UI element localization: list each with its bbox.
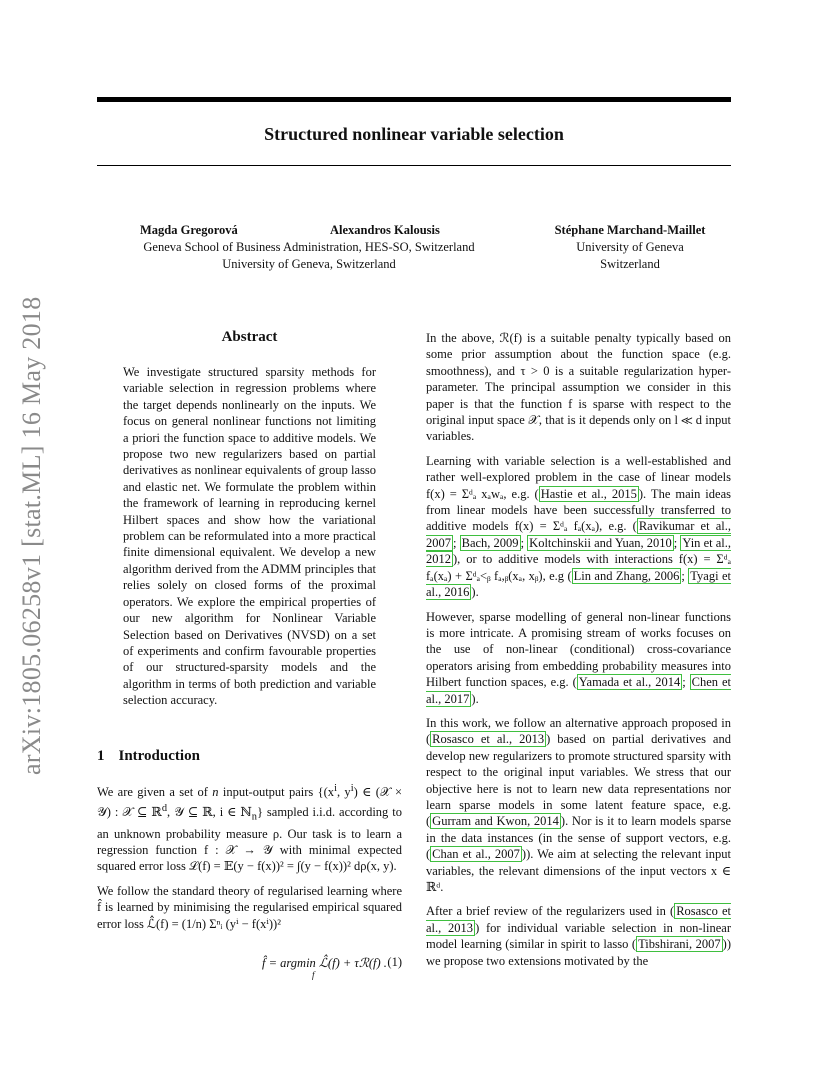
affiliation-line: Geneva School of Business Administration, HES-SO, Switzerland: [143, 240, 475, 254]
abstract-paragraph: We investigate structured sparsity methods for variable selection in regression problems where the target depends nonlinearly on the inputs. We focus on general nonlinear functions not limiting a priori the function space to additive models. We propose two new regularizers based on partial derivatives as nonlinear equivalents of group lasso and elastic net. We formulate the problem within the framework of learning in reproducing kernel Hilbert spaces and show how the variational problem can be reformulated into a more practical finite dimensional equivalent. We develop a new algorithm derived from the ADMM principles that relies solely on closed forms of the proximal operators. We explore the empirical properties of our new algorithm for Nonlinear Variable Selection based on Derivatives (NVSD) on a set of experiments and confirm favourable properties of our structured-sparsity models and the algorithm in terms of both prediction and variable selection accuracy.: [123, 365, 376, 708]
affiliation-line: University of Geneva, Switzerland: [222, 257, 396, 271]
author-name: Alexandros Kalousis: [330, 223, 440, 237]
equation-subscript: f: [312, 970, 315, 980]
affiliation-line: Switzerland: [600, 257, 660, 271]
right-paragraph-5: After a brief review of the regularizers used in ( Rosasco et al., 2013 ) for individual variable selection in non-linear model learning (similar in spirit to lasso ( Tibshirani, 2007 )) we propose two extensions motivated by the: [426, 904, 732, 968]
paper-title: Structured nonlinear variable selection: [264, 124, 564, 144]
citation-link[interactable]: Ravikumar et al., 2007: [426, 519, 731, 550]
intro-left-column: [97, 781, 402, 940]
abstract-heading: Abstract: [221, 329, 278, 345]
citation-link[interactable]: Tyagi et al., 2016: [426, 568, 732, 600]
equation-number: (1): [387, 955, 402, 969]
citation-link[interactable]: Yamada et al., 2014: [578, 675, 681, 690]
citation-link[interactable]: Rosasco et al., 2013: [432, 732, 545, 747]
intro-paragraph-2: We follow the standard theory of regularised learning where f̂ is learned by minimising the regularised empirical squared error loss ℒ̂(f) = (1/n) Σⁿᵢ (yⁱ − f(xⁱ))²: [97, 883, 402, 931]
right-paragraph-1: In the above, ℛ(f) is a suitable penalty typically based on some prior assumption about the function space (e.g. smoothness), and τ > 0 is a suitable regularization hyper-parameter. The principal assumption we consider in this paper is that the function f is sparse with respect to the original input space 𝒳, that is it depends only on l ≪ d input variables.: [426, 331, 731, 444]
title-rule: [97, 165, 731, 166]
author-name: Stéphane Marchand-Maillet: [554, 223, 706, 237]
section-number: 1: [97, 748, 105, 764]
top-rule: [97, 97, 731, 102]
author-3: [530, 222, 730, 273]
arxiv-stamp: arXiv:1805.06258v1 [stat.ML] 16 May 2018: [17, 296, 46, 775]
citation-link[interactable]: Hastie et al., 2015: [540, 486, 637, 501]
section-heading: [97, 748, 200, 765]
section-title: Introduction: [118, 748, 200, 764]
shared-affiliation: [100, 239, 518, 273]
citation-link[interactable]: Lin and Zhang, 2006: [573, 568, 680, 583]
affiliation-line: University of Geneva: [576, 240, 684, 254]
citation-link[interactable]: Gurram and Kwon, 2014: [432, 814, 559, 829]
citation-link[interactable]: Chan et al., 2007: [432, 847, 520, 862]
right-column: [426, 330, 731, 977]
abstract-text: [123, 364, 376, 717]
intro-paragraph-1: We are given a set of n input-output pairs {($x^i$, $y^i$) ∈ (𝒳 × 𝒴) : 𝒳 ⊆ ℝ$^d$, 𝒴 ⊆ ℝ, i ∈ ℕ$_n$} sampled i.i.d. according to an unknown probability measure ρ. Our task is to learn a regression function f : 𝒳 → 𝒴 with minimal expected squared error loss ℒ(f) = 𝔼(y − f(x))² = ∫(y − f(x))² dρ(x, y).: [97, 783, 402, 874]
author-2: [330, 222, 460, 239]
equation-body: f̂ = argmin ℒ̂(f) + τℛ(f) .: [262, 956, 387, 970]
right-paragraph-4: In this work, we follow an alternative approach proposed in ( Rosasco et al., 2013 ) based on partial derivatives and develop new regularizers to promote structured sparsity with respect to the original input variables. We stress that our objective here is not to learn new data representations nor learn sparse models in some latent feature space, e.g. ( Gurram and Kwon, 2014 ). Nor is it to learn models sparse in the data instances (in the sense of support vectors, e.g. ( Chan et al., 2007 )). We aim at selecting the relevant input variables, the relevant dimensions of the input vectors x ∈ ℝᵈ.: [426, 715, 731, 894]
author-1: [140, 222, 250, 239]
author-name: Magda Gregorová: [140, 223, 238, 237]
citation-link[interactable]: Rosasco et al., 2013: [426, 904, 732, 935]
citation-link[interactable]: Koltchinskii and Yuan, 2010: [529, 535, 672, 550]
citation-link[interactable]: Bach, 2009: [461, 535, 519, 550]
citation-link[interactable]: Yin et al., 2012: [426, 535, 731, 567]
citation-link[interactable]: Chen et al., 2017: [426, 675, 731, 706]
right-paragraph-2: Learning with variable selection is a well-established and rather well-explored problem in the case of linear models f(x) = Σᵈₐ xₐwₐ, e.g. ( Hastie et al., 2015 ). The main ideas from linear models have been successfully transferred to additive models f(x) = Σᵈₐ fₐ(xₐ), e.g. ( Ravikumar et al., 2007 ; Bach, 2009 ; Koltchinskii and Yuan, 2010 ; Yin et al., 2012 ), or to additive models with interactions f(x) = Σᵈₐ fₐ(xₐ) + Σᵈₐ<ᵦ fₐ,ᵦ(xₐ, xᵦ), e.g ( Lin and Zhang, 2006 ; Tyagi et al., 2016 ).: [426, 453, 732, 600]
citation-link[interactable]: Tibshirani, 2007: [638, 937, 721, 952]
right-paragraph-3: However, sparse modelling of general non-linear functions is more intricate. A promising stream of works focuses on the use of non-linear (conditional) cross-covariance operators arising from embedding probability measures into Hilbert function spaces, e.g. ( Yamada et al., 2014 ; Chen et al., 2017 ).: [426, 609, 731, 706]
